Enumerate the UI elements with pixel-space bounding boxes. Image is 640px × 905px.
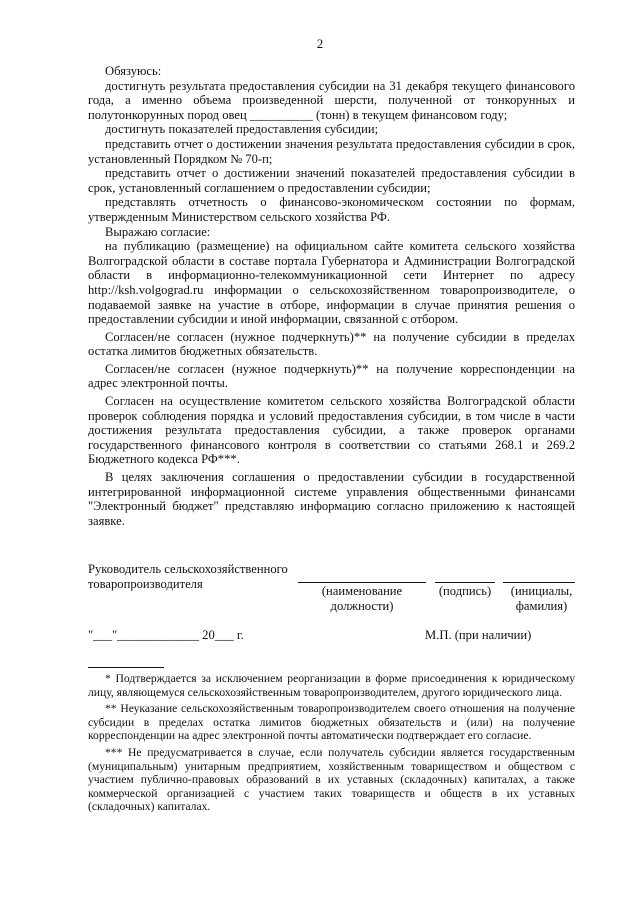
consent-limits: Согласен/не согласен (нужное подчеркнуть)** на получение субсидии в пределах остатка лимитов бюджетных обязательств. (88, 329, 575, 359)
consent-email: Согласен/не согласен (нужное подчеркнуть)** на получение корреспонденции на адрес электронной почты. (88, 361, 575, 391)
obligation-report-result: представить отчет о достижении значения результата предоставления субсидии в срок, установленный Порядком № 70-п; (88, 136, 575, 166)
footnote-divider (88, 667, 164, 668)
signatory-label: Руководитель сельскохозяйственного товаропроизводителя (88, 562, 288, 591)
footnotes (88, 672, 575, 817)
consent-heading: Выражаю согласие: (105, 224, 211, 239)
signature-line (435, 582, 495, 583)
initials-caption: (инициалы, фамилия) (510, 584, 573, 613)
page-number: 2 (316, 36, 324, 51)
signature-caption: (подпись) (438, 584, 492, 598)
initials-line (503, 582, 575, 583)
application-body (88, 64, 575, 528)
footnote-2: ** Неуказание сельскохозяйственным товаропроизводителем своего отношения на получение субсидии в пределах остатка лимитов бюджетных обязательств и (или) на получение корреспонденции на адрес электронной почты автоматически подтверждает его согласие. (88, 702, 575, 743)
obligation-financial-reporting: представлять отчетность о финансово-экономическом состоянии по формам, утвержденным Министерством сельского хозяйства РФ. (88, 195, 575, 224)
position-line (298, 582, 426, 583)
footnote-3: *** Не предусматривается в случае, если получатель субсидии является государственным (муниципальным) унитарным предприятием, хозяйственным товариществом и обществом с участием публично-правовых образований в их уставных (складочных) капиталах, а также коммерческой организацией с участием таких товариществ и обществ в их уставных (складочных) капиталах. (88, 745, 575, 814)
position-caption: (наименование должности) (321, 584, 403, 613)
electronic-budget-info: В целях заключения соглашения о предоставлении субсидии в государственной интегрированной информационной системе управления общественными финансами "Электронный бюджет" представляю информацию согласно приложению к настоящей заявке. (88, 470, 575, 528)
footnote-1: * Подтверждается за исключением реорганизации в форме присоединения к юридическому лицу, являющемуся сельскохозяйственным товаропроизводителем, другого юридического лица. (88, 672, 575, 699)
obligations-heading: Обязуюсь: (105, 64, 162, 78)
consent-publication: на публикацию (размещение) на официальном сайте комитета сельского хозяйства Волгоградской области в составе портала Губернатора и Администрации Волгоградской области в информационно-телекоммуникационной сети Интернет по адресу http://ksh.volgograd.ru информации о сельскохозяйственном товаропроизводителе, о подаваемой заявке на участие в отборе, информации в случае принятия решения о предоставлении субсидии и иной информации, связанной с отбором. (88, 239, 575, 327)
obligation-report-indicators: представить отчет о достижении значений показателей предоставления субсидии в срок, установленный соглашением о предоставлении субсидии; (88, 166, 575, 195)
consent-inspection: Согласен на осуществление комитетом сельского хозяйства Волгоградской области проверок соблюдения порядка и условий предоставления субсидии, в том числе в части достижения результата предоставления субсидии, а также проверок органами государственного финансового контроля в соответствии со статьями 268.1 и 269.2 Бюджетного кодекса РФ***. (88, 394, 575, 467)
date-line: "___"_____________ 20___ г. (88, 628, 244, 642)
obligation-result: достигнуть результата предоставления субсидии на 31 декабря текущего финансового года, а именно объема произведенной шерсти, полученной от тонкорунных и полутонкорунных пород овец __________ (тонн) в текущем финансовом году; (88, 78, 575, 122)
stamp-placeholder: М.П. (при наличии) (425, 628, 532, 642)
obligation-indicators: достигнуть показателей предоставления субсидии; (105, 122, 379, 137)
